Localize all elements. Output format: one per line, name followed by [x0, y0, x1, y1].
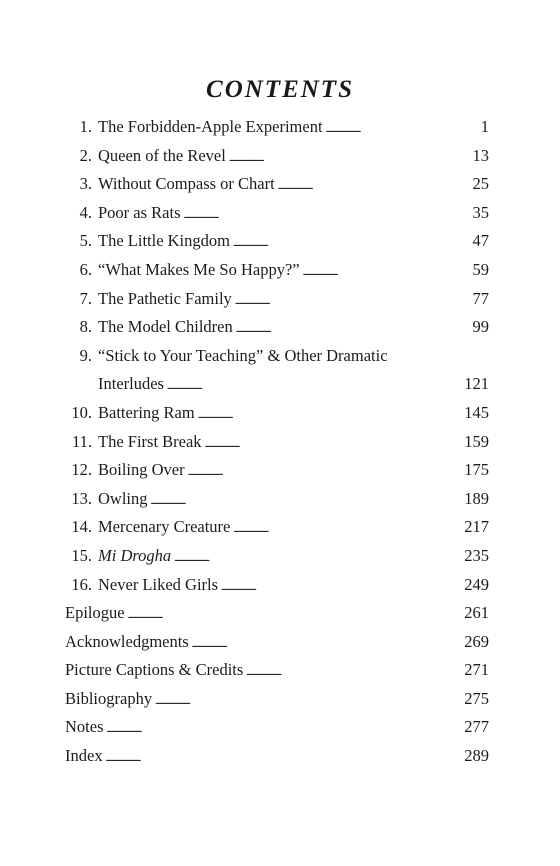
toc-entry-title: Battering Ram [98, 402, 195, 422]
toc-entry-title: Index [65, 746, 103, 766]
toc-entry-number: 15. [71, 545, 92, 565]
toc-entry [65, 513, 489, 542]
toc-entry [65, 399, 489, 428]
toc-entry [65, 170, 489, 199]
toc-entry-page-number: 35 [472, 202, 489, 222]
toc-entry-title: Queen of the Revel [98, 145, 226, 165]
toc-entry [65, 628, 489, 657]
toc-entry-title: Boiling Over [98, 460, 185, 480]
toc-entry-title: The Little Kingdom [98, 231, 230, 251]
dot-leader [303, 256, 471, 287]
toc-entry-title: Never Liked Girls [98, 574, 219, 594]
toc-entry-page-number: 99 [472, 317, 489, 337]
toc-entry-title: “Stick to Your Teaching” & Other Dramatic [98, 345, 388, 365]
toc-entry [65, 199, 489, 228]
dot-leader [151, 485, 463, 516]
toc-entry-number: 1. [79, 117, 92, 136]
toc-entry [65, 599, 489, 628]
dot-leader [192, 628, 463, 659]
toc-entry-page-number: 269 [464, 631, 489, 651]
toc-entry-page-number: 189 [464, 488, 489, 508]
toc-entry-title: Notes [65, 717, 104, 737]
toc-entry-page-number: 145 [464, 402, 489, 422]
toc-entry-page-number: 25 [472, 174, 489, 194]
toc-entry-page-number: 271 [464, 660, 489, 680]
toc-entry-title: Epilogue [65, 603, 125, 623]
toc-entry [65, 227, 489, 256]
dot-leader [236, 313, 471, 344]
dot-leader [128, 599, 463, 630]
toc-entry-number: 14. [71, 517, 92, 537]
dot-leader [246, 656, 462, 687]
toc-entry-number: 8. [79, 317, 92, 337]
toc-entry-number: 13. [71, 488, 92, 508]
toc-entry-title: Interludes [98, 374, 164, 394]
toc-entry-number: 11. [71, 431, 92, 451]
toc-entry-page-number: 1 [480, 117, 489, 136]
toc-entry-number: 3. [79, 174, 92, 194]
toc-entry-number: 12. [71, 460, 92, 480]
toc-entry-page-number: 13 [472, 145, 489, 165]
toc-entry-number: 2. [79, 145, 92, 165]
dot-leader [235, 285, 471, 316]
toc-entry-title: Without Compass or Chart [98, 174, 275, 194]
toc-entry [65, 656, 489, 685]
toc-entry-title: The Forbidden-Apple Experiment [98, 117, 323, 136]
toc-entry-title: The Pathetic Family [98, 288, 232, 308]
dot-leader [198, 399, 463, 430]
dot-leader [106, 742, 463, 773]
toc-entry [65, 542, 489, 571]
toc-entry-number: 6. [79, 259, 92, 279]
toc-entry-title: The First Break [98, 431, 202, 451]
dot-leader [326, 113, 479, 144]
toc-entry-title: Poor as Rats [98, 202, 181, 222]
toc-entry-page-number: 121 [464, 374, 489, 394]
toc-entry [65, 256, 489, 285]
toc-entry-page-number: 235 [464, 545, 489, 565]
toc-entry-page-number: 77 [472, 288, 489, 308]
toc-entry-page-number: 289 [464, 746, 489, 766]
toc-entry-title: Acknowledgments [65, 631, 189, 651]
toc-entry-number: 9. [79, 345, 92, 365]
toc-entry-page-number: 277 [464, 717, 489, 737]
dot-leader [229, 142, 471, 173]
dot-leader [278, 170, 471, 201]
toc-entry-title: Bibliography [65, 688, 153, 708]
toc-entry [65, 685, 489, 714]
toc-entry-title: Mercenary Creature [98, 517, 231, 537]
dot-leader [107, 713, 463, 744]
dot-leader [184, 199, 471, 230]
toc-entry-number: 10. [71, 402, 92, 422]
toc-entry-title: Picture Captions & Credits [65, 660, 244, 680]
toc-entry-page-number: 47 [472, 231, 489, 251]
dot-leader [188, 456, 463, 487]
toc-entry-page-number: 261 [464, 603, 489, 623]
toc-entry-title: Mi Drogha [98, 545, 172, 565]
toc-entry [65, 571, 489, 600]
toc-entry [65, 370, 489, 399]
toc-entry [65, 456, 489, 485]
dot-leader [167, 370, 462, 401]
toc-entry [65, 428, 489, 457]
toc-entry [65, 713, 489, 742]
toc-entry-page-number: 175 [464, 460, 489, 480]
toc-entry-number: 16. [71, 574, 92, 594]
toc-entry-page-number: 249 [464, 574, 489, 594]
toc-entry [65, 142, 489, 171]
toc-entry-page-number: 275 [464, 688, 489, 708]
toc-entry-title: The Model Children [98, 317, 233, 337]
toc-entry [65, 742, 489, 771]
dot-leader [155, 685, 462, 716]
dot-leader [221, 571, 462, 602]
toc-entry-number: 7. [79, 288, 92, 308]
toc-entry-title: “What Makes Me So Happy?” [98, 259, 300, 279]
toc-entry-page-number: 59 [472, 259, 489, 279]
toc-entry [65, 485, 489, 514]
page-title: CONTENTS [206, 76, 354, 103]
toc-entry [65, 313, 489, 342]
toc-entry-page-number: 217 [464, 517, 489, 537]
table-of-contents [65, 113, 489, 771]
toc-entry-number: 4. [79, 202, 92, 222]
dot-leader [205, 428, 463, 459]
toc-entry [65, 113, 489, 142]
dot-leader [174, 542, 462, 573]
toc-entry-number: 5. [79, 231, 92, 251]
dot-leader [233, 227, 471, 258]
dot-leader [233, 513, 462, 544]
toc-entry [65, 342, 489, 371]
toc-entry [65, 285, 489, 314]
toc-entry-title: Owling [98, 488, 148, 508]
toc-entry-page-number: 159 [464, 431, 489, 451]
